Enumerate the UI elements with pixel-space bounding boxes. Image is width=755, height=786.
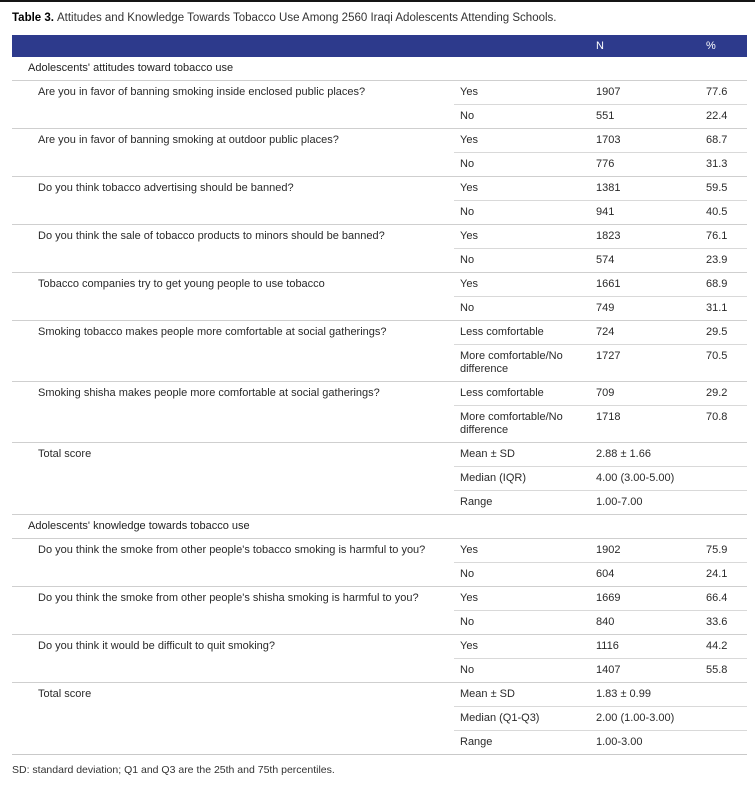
- response-cell: No: [454, 249, 590, 273]
- n-cell: 1407: [590, 659, 700, 683]
- pct-cell: 70.8: [700, 406, 747, 443]
- table-header-row: [12, 35, 747, 57]
- question-cell: Do you think the smoke from other people's shisha smoking is harmful to you?: [12, 587, 454, 635]
- pct-cell: 31.3: [700, 153, 747, 177]
- n-cell: 840: [590, 611, 700, 635]
- response-cell: No: [454, 201, 590, 225]
- response-cell: No: [454, 297, 590, 321]
- question-cell: Total score: [12, 683, 454, 755]
- table-row: [12, 683, 747, 707]
- table-caption-label: Table 3.: [12, 12, 54, 24]
- section-title: Adolescents' knowledge towards tobacco use: [12, 515, 747, 539]
- pct-cell: 68.9: [700, 273, 747, 297]
- table-row: [12, 539, 747, 563]
- response-cell: Yes: [454, 177, 590, 201]
- n-cell: 574: [590, 249, 700, 273]
- n-cell: 551: [590, 105, 700, 129]
- n-cell: 1381: [590, 177, 700, 201]
- n-cell: 2.00 (1.00-3.00): [590, 707, 700, 731]
- pct-cell: 75.9: [700, 539, 747, 563]
- table-row: [12, 382, 747, 406]
- response-cell: Yes: [454, 129, 590, 153]
- table-row: [12, 587, 747, 611]
- response-cell: Mean ± SD: [454, 443, 590, 467]
- pct-cell: 23.9: [700, 249, 747, 273]
- table-caption: [12, 11, 747, 25]
- n-cell: 1661: [590, 273, 700, 297]
- n-cell: 1727: [590, 345, 700, 382]
- pct-cell: [700, 683, 747, 707]
- pct-cell: 70.5: [700, 345, 747, 382]
- table-caption-text: Attitudes and Knowledge Towards Tobacco Use Among 2560 Iraqi Adolescents Attending Schools.: [56, 12, 557, 24]
- response-cell: Less comfortable: [454, 382, 590, 406]
- response-cell: Less comfortable: [454, 321, 590, 345]
- section-title: Adolescents' attitudes toward tobacco use: [28, 62, 234, 74]
- response-cell: Yes: [454, 81, 590, 105]
- question-cell: Smoking shisha makes people more comfortable at social gatherings?: [12, 382, 454, 443]
- pct-cell: [700, 731, 747, 755]
- question-cell: Tobacco companies try to get young people to use tobacco: [12, 273, 454, 321]
- n-cell: 1823: [590, 225, 700, 249]
- response-cell: No: [454, 659, 590, 683]
- response-cell: No: [454, 611, 590, 635]
- pct-cell: 66.4: [700, 587, 747, 611]
- pct-cell: 29.2: [700, 382, 747, 406]
- n-cell: 2.88 ± 1.66: [590, 443, 700, 467]
- n-cell: 604: [590, 563, 700, 587]
- n-cell: 1703: [590, 129, 700, 153]
- n-cell: 1669: [590, 587, 700, 611]
- pct-cell: [700, 443, 747, 467]
- question-cell: Do you think it would be difficult to quit smoking?: [12, 635, 454, 683]
- n-cell: 1.00-7.00: [590, 491, 700, 515]
- response-cell: No: [454, 153, 590, 177]
- response-cell: Yes: [454, 635, 590, 659]
- pct-cell: 40.5: [700, 201, 747, 225]
- pct-cell: 22.4: [700, 105, 747, 129]
- data-table: [12, 35, 747, 755]
- response-cell: Median (IQR): [454, 467, 590, 491]
- column-header-response: [454, 35, 590, 57]
- response-cell: No: [454, 563, 590, 587]
- response-cell: Yes: [454, 273, 590, 297]
- response-cell: More comfortable/No difference: [454, 406, 590, 443]
- response-cell: No: [454, 105, 590, 129]
- response-cell: Mean ± SD: [454, 683, 590, 707]
- table-row: [12, 635, 747, 659]
- question-cell: Do you think the sale of tobacco products to minors should be banned?: [12, 225, 454, 273]
- pct-cell: [700, 707, 747, 731]
- pct-cell: 24.1: [700, 563, 747, 587]
- pct-cell: [700, 467, 747, 491]
- pct-cell: 44.2: [700, 635, 747, 659]
- n-cell: 941: [590, 201, 700, 225]
- table-row: [12, 273, 747, 297]
- column-header-pct: %: [700, 35, 747, 57]
- response-cell: Yes: [454, 539, 590, 563]
- section-row: [12, 515, 747, 539]
- n-cell: 1907: [590, 81, 700, 105]
- table-footnote: SD: standard deviation; Q1 and Q3 are the 25th and 75th percentiles.: [12, 764, 335, 776]
- pct-cell: 77.6: [700, 81, 747, 105]
- response-cell: Range: [454, 731, 590, 755]
- table-row: [12, 81, 747, 105]
- n-cell: 1116: [590, 635, 700, 659]
- question-cell: Total score: [12, 443, 454, 515]
- column-header-n: N: [590, 35, 700, 57]
- pct-cell: 59.5: [700, 177, 747, 201]
- question-cell: Do you think tobacco advertising should be banned?: [12, 177, 454, 225]
- n-cell: 1.00-3.00: [590, 731, 700, 755]
- question-cell: Are you in favor of banning smoking at outdoor public places?: [12, 129, 454, 177]
- n-cell: 1.83 ± 0.99: [590, 683, 700, 707]
- table-row: [12, 177, 747, 201]
- question-cell: Are you in favor of banning smoking inside enclosed public places?: [12, 81, 454, 129]
- table-row: [12, 129, 747, 153]
- pct-cell: 29.5: [700, 321, 747, 345]
- response-cell: Yes: [454, 225, 590, 249]
- pct-cell: 68.7: [700, 129, 747, 153]
- pct-cell: [700, 491, 747, 515]
- column-header-question: [12, 35, 454, 57]
- table-row: [12, 321, 747, 345]
- table-row: [12, 225, 747, 249]
- n-cell: 724: [590, 321, 700, 345]
- n-cell: 1902: [590, 539, 700, 563]
- n-cell: 4.00 (3.00-5.00): [590, 467, 700, 491]
- n-cell: 709: [590, 382, 700, 406]
- pct-cell: 31.1: [700, 297, 747, 321]
- response-cell: Range: [454, 491, 590, 515]
- response-cell: More comfortable/No difference: [454, 345, 590, 382]
- n-cell: 776: [590, 153, 700, 177]
- question-cell: Smoking tobacco makes people more comfortable at social gatherings?: [12, 321, 454, 382]
- table-row: [12, 443, 747, 467]
- question-cell: Do you think the smoke from other people's tobacco smoking is harmful to you?: [12, 539, 454, 587]
- pct-cell: 33.6: [700, 611, 747, 635]
- pct-cell: 55.8: [700, 659, 747, 683]
- response-cell: Median (Q1-Q3): [454, 707, 590, 731]
- pct-cell: 76.1: [700, 225, 747, 249]
- n-cell: 1718: [590, 406, 700, 443]
- response-cell: Yes: [454, 587, 590, 611]
- n-cell: 749: [590, 297, 700, 321]
- section-row: [12, 57, 747, 81]
